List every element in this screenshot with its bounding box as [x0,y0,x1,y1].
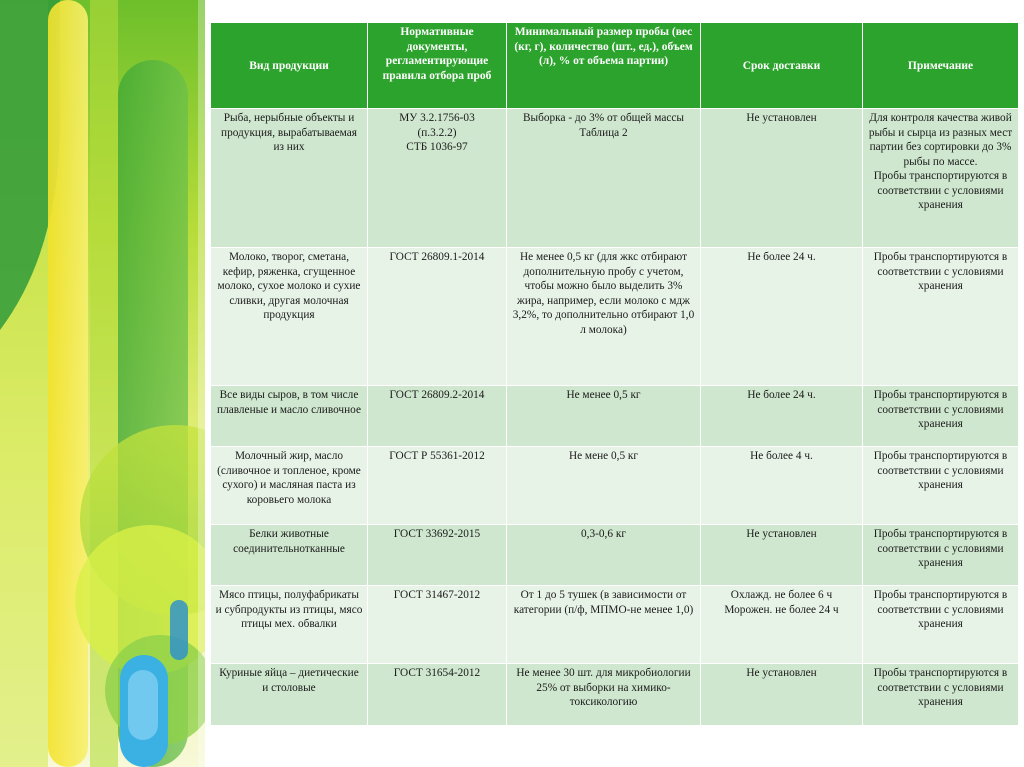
table-row [211,109,1019,248]
header-note: Примечание [863,23,1019,109]
cell-delivery: Не установлен [701,525,863,586]
cell-note: Пробы транспортируются в соответствии с условиями хранения [863,447,1019,525]
cell-documents: ГОСТ 31654-2012 [368,664,507,726]
cell-product: Молоко, творог, сметана, кефир, ряженка, сгущенное молоко, сухое молоко и сухие сливки, другая молочная продукция [211,248,368,386]
cell-documents: ГОСТ 33692-2015 [368,525,507,586]
sampling-requirements-table [210,22,1019,726]
header-regulatory-documents: Нормативные документы, регламентирующие правила отбора проб [368,23,507,109]
cell-sample-size: Не менее 0,5 кг [507,386,701,447]
cell-documents: ГОСТ 31467-2012 [368,586,507,664]
cell-delivery: Не установлен [701,109,863,248]
cell-note: Пробы транспортируются в соответствии с условиями хранения [863,525,1019,586]
cell-note: Пробы транспортируются в соответствии с условиями хранения [863,586,1019,664]
table-row [211,586,1019,664]
cell-note: Для контроля качества живой рыбы и сырца из разных мест партии без сортировки до 3% рыбы по массе. Пробы транспортируются в соответствии с условиями хранения [863,109,1019,248]
table-row [211,248,1019,386]
header-min-sample-size: Минимальный размер пробы (вес (кг, г), количество (шт., ед.), объем (л), % от объема партии) [507,23,701,109]
cell-delivery: Охлажд. не более 6 ч Морожен. не более 24 ч [701,586,863,664]
cell-note: Пробы транспортируются в соответствии с условиями хранения [863,664,1019,726]
cell-documents: МУ 3.2.1756-03 (п.3.2.2) СТБ 1036-97 [368,109,507,248]
cell-product: Куриные яйца – диетические и столовые [211,664,368,726]
header-product-type: Вид продукции [211,23,368,109]
table-row [211,664,1019,726]
table-header-row [211,23,1019,109]
cell-note: Пробы транспортируются в соответствии с условиями хранения [863,386,1019,447]
cell-sample-size: Не мене 0,5 кг [507,447,701,525]
cell-product: Рыба, нерыбные объекты и продукция, вырабатываемая из них [211,109,368,248]
cell-sample-size: От 1 до 5 тушек (в зависимости от категории (п/ф, МПМО-не менее 1,0) [507,586,701,664]
cell-delivery: Не более 24 ч. [701,386,863,447]
header-delivery-time: Срок доставки [701,23,863,109]
cell-delivery: Не более 24 ч. [701,248,863,386]
cell-sample-size: Не менее 30 шт. для микробиологии 25% от выборки на химико-токсикологию [507,664,701,726]
cell-note: Пробы транспортируются в соответствии с условиями хранения [863,248,1019,386]
cell-documents: ГОСТ 26809.1-2014 [368,248,507,386]
cell-product: Белки животные соединительнотканные [211,525,368,586]
cell-delivery: Не установлен [701,664,863,726]
cell-product: Мясо птицы, полуфабрикаты и субпродукты из птицы, мясо птицы мех. обвалки [211,586,368,664]
decorative-background [0,0,205,767]
cell-sample-size: 0,3-0,6 кг [507,525,701,586]
table-row [211,525,1019,586]
cell-product: Молочный жир, масло (сливочное и топленое, кроме сухого) и масляная паста из коровьего молока [211,447,368,525]
cell-sample-size: Выборка - до 3% от общей массы Таблица 2 [507,109,701,248]
table-row [211,447,1019,525]
cell-documents: ГОСТ Р 55361-2012 [368,447,507,525]
cell-delivery: Не более 4 ч. [701,447,863,525]
cell-sample-size: Не менее 0,5 кг (для жкс отбирают дополнительную пробу с учетом, чтобы можно было выделить 3% жира, например, если молоко с мдж 3,2%, то дополнительно отбирают 1,0 л молока) [507,248,701,386]
cell-documents: ГОСТ 26809.2-2014 [368,386,507,447]
cell-product: Все виды сыров, в том числе плавленые и масло сливочное [211,386,368,447]
table-row [211,386,1019,447]
